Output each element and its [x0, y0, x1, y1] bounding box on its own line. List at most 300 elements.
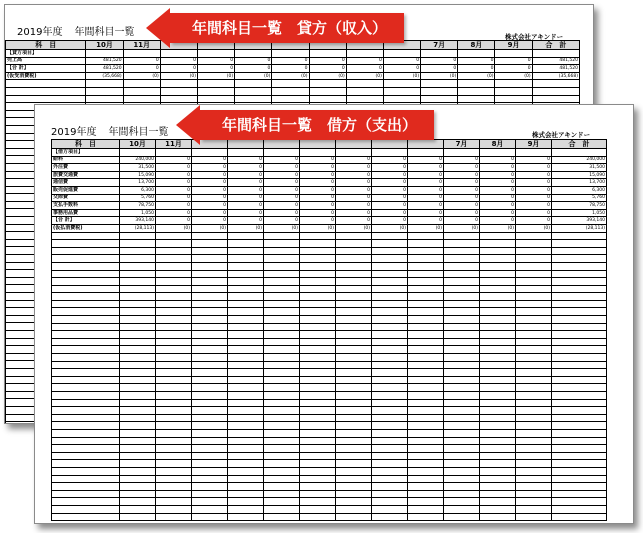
empty-cell: [120, 323, 156, 331]
empty-cell: [444, 323, 480, 331]
value-cell: 0: [408, 164, 444, 172]
empty-cell: [52, 452, 120, 460]
empty-cell: [228, 422, 264, 430]
empty-cell: [372, 407, 408, 415]
empty-cell: [120, 338, 156, 346]
empty-cell: [120, 513, 156, 521]
empty-cell: [52, 429, 120, 437]
empty-cell: [480, 376, 516, 384]
empty-cell: [264, 437, 300, 445]
empty-row: [52, 331, 607, 339]
empty-cell: [372, 399, 408, 407]
empty-cell: [156, 407, 192, 415]
empty-cell: [264, 513, 300, 521]
value-cell: 0: [300, 202, 336, 210]
empty-cell: [552, 475, 607, 483]
empty-cell: [336, 300, 372, 308]
empty-cell: [552, 293, 607, 301]
empty-cell: [516, 262, 552, 270]
empty-cell: [156, 437, 192, 445]
empty-cell: [336, 483, 372, 491]
value-cell: 0: [156, 179, 192, 187]
empty-cell: [192, 331, 228, 339]
value-cell: 0: [336, 156, 372, 164]
empty-cell: [336, 316, 372, 324]
empty-cell: [336, 270, 372, 278]
empty-cell: [372, 437, 408, 445]
empty-cell: [552, 278, 607, 286]
empty-cell: [228, 255, 264, 263]
value-cell: 0: [372, 202, 408, 210]
empty-cell: [120, 369, 156, 377]
value-cell: 0: [516, 217, 552, 225]
empty-cell: [6, 95, 86, 103]
empty-cell: [300, 255, 336, 263]
value-cell: [336, 149, 372, 157]
empty-cell: [86, 80, 123, 88]
empty-cell: [372, 338, 408, 346]
total-cell: 6,300: [552, 186, 607, 194]
value-cell: 5,760: [120, 194, 156, 202]
empty-cell: [156, 308, 192, 316]
value-cell: (0): [383, 72, 420, 80]
empty-cell: [192, 384, 228, 392]
value-cell: 0: [228, 156, 264, 164]
value-cell: 0: [264, 217, 300, 225]
value-cell: 0: [156, 217, 192, 225]
value-cell: 1,050: [120, 209, 156, 217]
empty-cell: [120, 414, 156, 422]
value-cell: 0: [300, 179, 336, 187]
empty-cell: [372, 513, 408, 521]
empty-cell: [228, 323, 264, 331]
empty-cell: [336, 498, 372, 506]
empty-cell: [156, 376, 192, 384]
empty-cell: [52, 323, 120, 331]
value-cell: 0: [408, 171, 444, 179]
empty-cell: [408, 407, 444, 415]
empty-cell: [264, 369, 300, 377]
empty-cell: [516, 323, 552, 331]
empty-cell: [192, 376, 228, 384]
empty-cell: [408, 376, 444, 384]
empty-cell: [192, 316, 228, 324]
table-row: [52, 217, 607, 225]
value-cell: 0: [444, 209, 480, 217]
empty-cell: [372, 414, 408, 422]
empty-cell: [309, 95, 346, 103]
value-cell: 0: [336, 171, 372, 179]
value-cell: 0: [516, 186, 552, 194]
empty-cell: [123, 95, 160, 103]
empty-cell: [156, 300, 192, 308]
empty-cell: [120, 452, 156, 460]
empty-cell: [264, 255, 300, 263]
value-cell: 0: [458, 57, 495, 65]
empty-cell: [160, 95, 197, 103]
empty-cell: [86, 95, 123, 103]
empty-cell: [228, 247, 264, 255]
empty-cell: [552, 429, 607, 437]
empty-cell: [516, 240, 552, 248]
value-cell: 0: [192, 171, 228, 179]
empty-cell: [300, 308, 336, 316]
empty-cell: [372, 392, 408, 400]
value-cell: 0: [516, 202, 552, 210]
empty-cell: [300, 331, 336, 339]
value-cell: 13,700: [120, 179, 156, 187]
empty-cell: [552, 270, 607, 278]
value-cell: 0: [300, 164, 336, 172]
empty-cell: [480, 483, 516, 491]
row-label: 【合 計】: [6, 65, 86, 73]
empty-cell: [197, 87, 234, 95]
header-month: 11月: [123, 41, 160, 50]
empty-cell: [516, 498, 552, 506]
empty-cell: [156, 429, 192, 437]
value-cell: (0): [197, 72, 234, 80]
value-cell: (0): [123, 72, 160, 80]
total-cell: [552, 149, 607, 157]
value-cell: 0: [336, 164, 372, 172]
empty-cell: [235, 87, 272, 95]
empty-cell: [52, 338, 120, 346]
empty-row: [52, 399, 607, 407]
empty-cell: [156, 232, 192, 240]
empty-cell: [552, 437, 607, 445]
empty-cell: [444, 452, 480, 460]
empty-cell: [552, 505, 607, 513]
empty-row: [52, 376, 607, 384]
empty-cell: [156, 346, 192, 354]
empty-cell: [480, 369, 516, 377]
value-cell: 0: [156, 202, 192, 210]
empty-cell: [372, 369, 408, 377]
empty-cell: [552, 369, 607, 377]
empty-cell: [516, 452, 552, 460]
value-cell: 0: [408, 194, 444, 202]
empty-cell: [192, 475, 228, 483]
debit-table: [51, 139, 607, 521]
empty-cell: [156, 338, 192, 346]
empty-cell: [52, 247, 120, 255]
empty-cell: [156, 369, 192, 377]
empty-cell: [300, 422, 336, 430]
empty-row: [52, 240, 607, 248]
empty-row: [52, 354, 607, 362]
empty-cell: [228, 338, 264, 346]
empty-cell: [300, 490, 336, 498]
empty-cell: [228, 460, 264, 468]
value-cell: 0: [264, 164, 300, 172]
empty-cell: [228, 483, 264, 491]
empty-cell: [228, 392, 264, 400]
empty-row: [52, 262, 607, 270]
empty-cell: [444, 437, 480, 445]
value-cell: (0): [346, 72, 383, 80]
empty-cell: [480, 429, 516, 437]
header-month: 8月: [480, 140, 516, 149]
empty-cell: [264, 467, 300, 475]
empty-cell: [552, 445, 607, 453]
empty-cell: [552, 240, 607, 248]
empty-cell: [516, 505, 552, 513]
empty-cell: [408, 452, 444, 460]
empty-cell: [52, 392, 120, 400]
empty-cell: [228, 505, 264, 513]
value-cell: 0: [495, 65, 532, 73]
empty-cell: [516, 483, 552, 491]
empty-cell: [52, 308, 120, 316]
empty-cell: [444, 262, 480, 270]
value-cell: [156, 149, 192, 157]
empty-row: [52, 285, 607, 293]
value-cell: 0: [516, 209, 552, 217]
value-cell: 0: [228, 217, 264, 225]
value-cell: 6,300: [120, 186, 156, 194]
empty-cell: [383, 80, 420, 88]
empty-cell: [300, 460, 336, 468]
total-cell: 15,090: [552, 171, 607, 179]
row-label: 旅費交通費: [52, 171, 120, 179]
empty-cell: [52, 414, 120, 422]
total-cell: 393,140: [552, 217, 607, 225]
table-row: [52, 209, 607, 217]
table-row: [6, 50, 580, 58]
empty-cell: [552, 346, 607, 354]
empty-cell: [552, 414, 607, 422]
value-cell: 0: [516, 156, 552, 164]
empty-cell: [480, 346, 516, 354]
empty-cell: [228, 262, 264, 270]
empty-cell: [516, 308, 552, 316]
empty-cell: [408, 338, 444, 346]
empty-cell: [52, 300, 120, 308]
empty-cell: [552, 452, 607, 460]
empty-cell: [552, 483, 607, 491]
empty-cell: [495, 87, 532, 95]
empty-cell: [372, 331, 408, 339]
empty-cell: [120, 376, 156, 384]
empty-cell: [120, 361, 156, 369]
empty-cell: [552, 285, 607, 293]
empty-cell: [192, 262, 228, 270]
value-cell: 0: [156, 171, 192, 179]
empty-cell: [421, 95, 458, 103]
value-cell: 0: [480, 202, 516, 210]
empty-cell: [336, 445, 372, 453]
empty-cell: [408, 308, 444, 316]
empty-cell: [120, 505, 156, 513]
empty-cell: [408, 278, 444, 286]
empty-cell: [372, 232, 408, 240]
empty-cell: [444, 475, 480, 483]
empty-cell: [192, 399, 228, 407]
empty-cell: [120, 354, 156, 362]
empty-cell: [264, 452, 300, 460]
value-cell: 393,140: [120, 217, 156, 225]
empty-cell: [516, 467, 552, 475]
empty-cell: [52, 293, 120, 301]
table-row: [52, 186, 607, 194]
empty-cell: [372, 285, 408, 293]
empty-cell: [532, 80, 579, 88]
empty-row: [52, 475, 607, 483]
empty-cell: [532, 87, 579, 95]
value-cell: 0: [235, 57, 272, 65]
empty-cell: [300, 240, 336, 248]
empty-cell: [300, 247, 336, 255]
value-cell: [192, 149, 228, 157]
empty-cell: [552, 300, 607, 308]
empty-cell: [444, 422, 480, 430]
empty-row: [52, 247, 607, 255]
header-month: 8月: [458, 41, 495, 50]
empty-cell: [516, 247, 552, 255]
table-row: [52, 194, 607, 202]
empty-cell: [516, 392, 552, 400]
empty-cell: [309, 87, 346, 95]
value-cell: 0: [228, 194, 264, 202]
empty-cell: [480, 338, 516, 346]
value-cell: 0: [408, 186, 444, 194]
value-cell: 0: [480, 217, 516, 225]
value-cell: 0: [480, 194, 516, 202]
value-cell: 0: [516, 194, 552, 202]
empty-cell: [480, 467, 516, 475]
empty-cell: [336, 361, 372, 369]
empty-cell: [383, 87, 420, 95]
empty-cell: [516, 445, 552, 453]
empty-cell: [458, 80, 495, 88]
value-cell: [272, 50, 309, 58]
empty-cell: [336, 490, 372, 498]
empty-cell: [264, 475, 300, 483]
empty-cell: [192, 255, 228, 263]
value-cell: 0: [192, 179, 228, 187]
value-cell: 0: [228, 186, 264, 194]
empty-cell: [516, 460, 552, 468]
empty-cell: [480, 308, 516, 316]
empty-cell: [6, 87, 86, 95]
value-cell: 0: [372, 179, 408, 187]
value-cell: (35,668): [86, 72, 123, 80]
value-cell: 0: [309, 65, 346, 73]
value-cell: 0: [264, 186, 300, 194]
empty-cell: [336, 338, 372, 346]
table-row: [6, 72, 580, 80]
empty-cell: [192, 414, 228, 422]
value-cell: 0: [123, 65, 160, 73]
value-cell: 0: [516, 179, 552, 187]
empty-cell: [156, 384, 192, 392]
empty-cell: [552, 384, 607, 392]
empty-cell: [444, 376, 480, 384]
value-cell: 0: [346, 57, 383, 65]
empty-cell: [552, 399, 607, 407]
empty-cell: [156, 399, 192, 407]
header-month: [408, 140, 444, 149]
empty-cell: [52, 331, 120, 339]
empty-cell: [228, 346, 264, 354]
value-cell: 0: [228, 171, 264, 179]
empty-cell: [480, 407, 516, 415]
empty-cell: [408, 414, 444, 422]
empty-cell: [228, 445, 264, 453]
empty-cell: [408, 437, 444, 445]
empty-cell: [516, 422, 552, 430]
empty-cell: [480, 445, 516, 453]
empty-cell: [336, 429, 372, 437]
table-row: [52, 171, 607, 179]
empty-cell: [228, 308, 264, 316]
empty-cell: [120, 293, 156, 301]
empty-cell: [372, 278, 408, 286]
empty-cell: [228, 452, 264, 460]
empty-cell: [300, 262, 336, 270]
empty-cell: [372, 293, 408, 301]
value-cell: 0: [160, 57, 197, 65]
empty-cell: [156, 460, 192, 468]
empty-cell: [372, 498, 408, 506]
empty-cell: [336, 262, 372, 270]
empty-cell: [264, 399, 300, 407]
empty-cell: [444, 429, 480, 437]
value-cell: 0: [156, 194, 192, 202]
empty-cell: [516, 270, 552, 278]
empty-cell: [300, 278, 336, 286]
table-row: [52, 164, 607, 172]
empty-cell: [444, 407, 480, 415]
empty-row: [52, 445, 607, 453]
empty-cell: [372, 346, 408, 354]
empty-cell: [552, 255, 607, 263]
value-cell: 0: [444, 217, 480, 225]
header-month: 10月: [120, 140, 156, 149]
empty-cell: [120, 247, 156, 255]
table-row: [6, 65, 580, 73]
sheet-title: 2019年度 年間科目一覧: [17, 27, 135, 38]
empty-cell: [160, 87, 197, 95]
empty-cell: [480, 331, 516, 339]
empty-cell: [120, 255, 156, 263]
empty-cell: [444, 399, 480, 407]
empty-cell: [264, 285, 300, 293]
value-cell: (0): [495, 72, 532, 80]
empty-cell: [192, 354, 228, 362]
empty-cell: [52, 316, 120, 324]
empty-cell: [264, 407, 300, 415]
empty-cell: [192, 346, 228, 354]
value-cell: 0: [372, 171, 408, 179]
empty-cell: [336, 354, 372, 362]
empty-cell: [52, 262, 120, 270]
value-cell: (0): [408, 224, 444, 232]
empty-cell: [444, 308, 480, 316]
row-label: 交際費: [52, 194, 120, 202]
empty-cell: [336, 331, 372, 339]
empty-cell: [228, 414, 264, 422]
value-cell: (0): [192, 224, 228, 232]
value-cell: 0: [372, 217, 408, 225]
empty-cell: [228, 490, 264, 498]
empty-cell: [480, 232, 516, 240]
empty-cell: [156, 270, 192, 278]
empty-cell: [372, 384, 408, 392]
empty-cell: [156, 278, 192, 286]
empty-cell: [408, 255, 444, 263]
value-cell: 0: [408, 156, 444, 164]
